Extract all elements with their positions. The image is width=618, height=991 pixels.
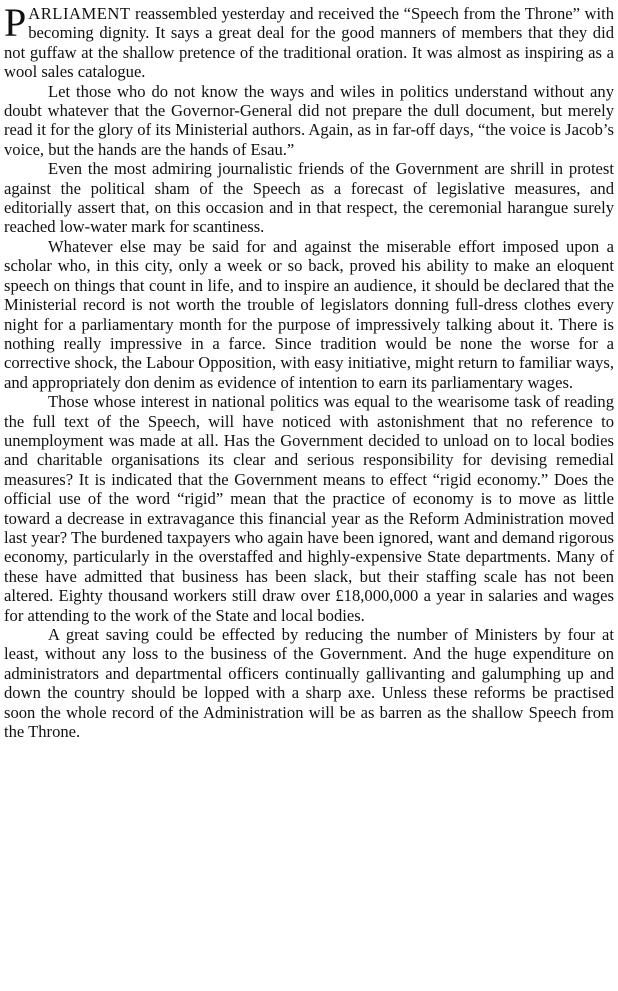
paragraph-3: Even the most admiring journalistic friends of the Government are shrill in protest against the political sham of the Speech as a forecast of legislative measures, and editorially assert that, on this occasion and in that respect, the ceremonial harangue surely reached low-water mark for scantiness. (4, 159, 614, 237)
drop-cap: P (4, 0, 27, 45)
paragraph-6: A great saving could be effected by reducing the number of Ministers by four at least, without any loss to the business of the Government. And the huge expenditure on administrators and departmental officers continually gallivanting and galumphing up and down the country should be lopped with a sharp axe. Unless these reforms be practised soon the whole record of the Administration will be as barren as the shallow Speech from the Throne. (4, 625, 614, 742)
lead-word: ARLIAMENT (28, 4, 131, 23)
paragraph-5: Those whose interest in national politics was equal to the wearisome task of reading the full text of the Speech, will have noticed with astonishment that no reference to unemployment was made at all. Has the Government decided to unload on to local bodies and charitable organisations its clear and serious responsibility for devising remedial measures? It is indicated that the Government means to effect “rigid economy.” Does the official use of the word “rigid” mean that the practice of economy is to move as little toward a decrease in extravagance this financial year as the Reform Administration moved last year? The burdened taxpayers who again have been ignored, want and demand rigorous economy, particularly in the overstaffed and highly-expensive State departments. Many of these have admitted that business has been slack, but their staffing scale has not been altered. Eighty thousand workers still draw over £18,000,000 a year in salaries and wages for attending to the work of the State and local bodies. (4, 392, 614, 625)
editorial-article (4, 0, 614, 742)
paragraph-1-text: reassembled yesterday and received the “Speech from the Throne” with becoming dignity. It says a great deal for the good manners of members that they did not guffaw at the shallow pretence of the traditional oration. It was almost as inspiring as a wool sales catalogue. (4, 4, 614, 82)
paragraph-4: Whatever else may be said for and against the miserable effort imposed upon a scholar who, in this city, only a week or so back, proved his ability to make an eloquent speech on things that count in life, and to inspire an audience, it should be declared that the Ministerial record is not worth the trouble of legislators donning full-dress clothes every night for a parliamentary month for the purpose of impressively talking about it. There is nothing really impressive in a farce. Since tradition would be none the worse for a corrective shock, the Labour Opposition, with easy initiative, might return to familiar ways, and appropriately don denim as evidence of intention to earn its parliamentary wages. (4, 236, 614, 392)
paragraph-2: Let those who do not know the ways and wiles in politics understand without any doubt whatever that the Governor-General did not prepare the dull document, but merely read it for the glory of its Ministerial authors. Again, as in far-off days, “the voice is Jacob’s voice, but the hands are the hands of Esau.” (4, 81, 614, 159)
paragraph-1 (4, 0, 614, 82)
